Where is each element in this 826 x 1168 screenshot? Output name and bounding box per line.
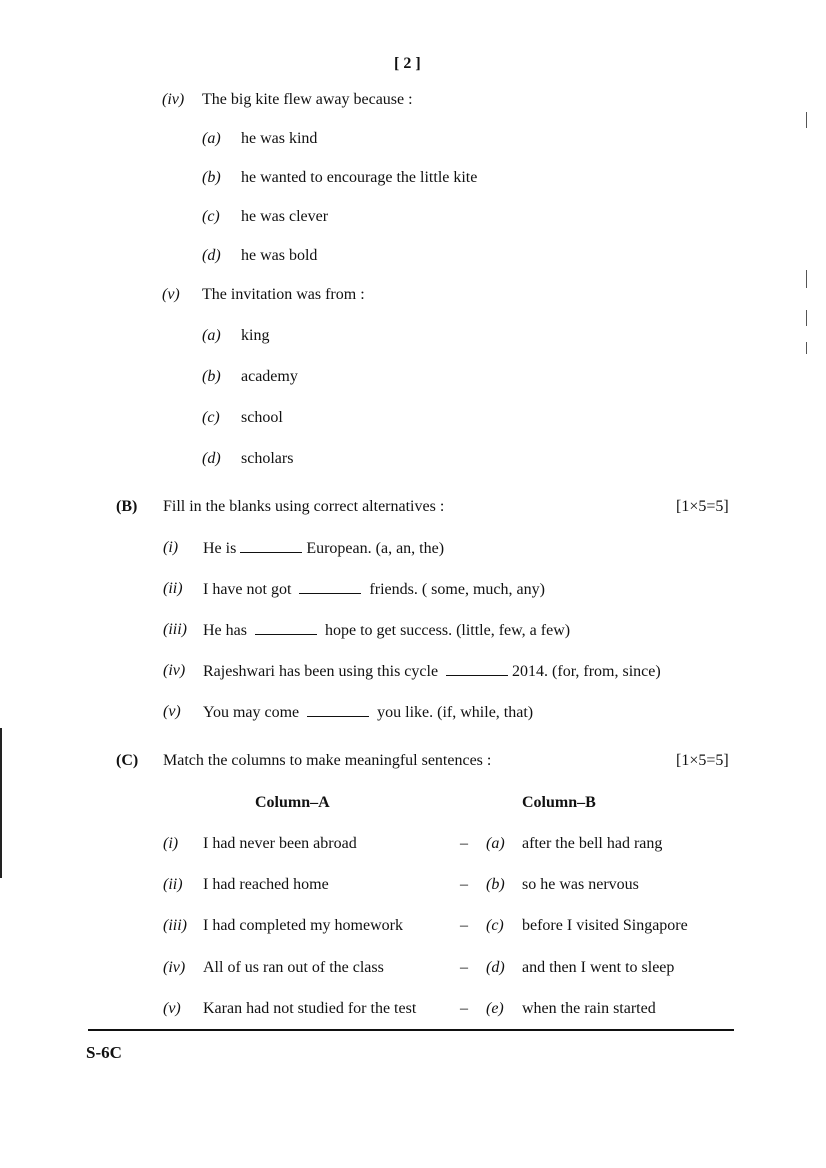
question-text: The big kite flew away because :	[202, 91, 413, 108]
option-label: (a)	[202, 130, 221, 147]
item-text-before: Rajeshwari has been using this cycle	[203, 663, 439, 680]
section-marks: [1×5=5]	[676, 752, 729, 769]
column-a-header: Column–A	[255, 794, 330, 811]
column-a-text: I had never been abroad	[203, 835, 357, 852]
answer-blank	[446, 661, 508, 676]
option-label: (d)	[202, 450, 221, 467]
match-dash: –	[460, 1000, 468, 1017]
option-label: (a)	[202, 327, 221, 344]
option-text: academy	[241, 368, 298, 385]
column-a-text: I had reached home	[203, 876, 329, 893]
option-label: (c)	[202, 409, 220, 426]
fill-blank-item	[203, 661, 661, 682]
item-text-after: European. (a, an, the)	[306, 540, 445, 557]
item-text-after: you like. (if, while, that)	[377, 704, 534, 721]
column-b-text: so he was nervous	[522, 876, 639, 893]
scan-edge-mark	[0, 728, 2, 878]
column-b-label: (a)	[486, 835, 505, 852]
option-text: he was clever	[241, 208, 329, 225]
item-number: (v)	[163, 703, 181, 720]
item-text-before: He has	[203, 622, 247, 639]
option-text: he wanted to encourage the little kite	[241, 169, 478, 186]
section-title: Match the columns to make meaningful sentences :	[163, 752, 492, 769]
answer-blank	[299, 579, 361, 594]
item-text-before: I have not got	[203, 581, 292, 598]
match-dash: –	[460, 835, 468, 852]
page-number: [ 2 ]	[394, 55, 421, 72]
item-text-after: 2014. (for, from, since)	[512, 663, 661, 680]
row-number: (iv)	[163, 959, 186, 976]
row-number: (iii)	[163, 917, 187, 934]
option-label: (b)	[202, 169, 221, 186]
scan-speck	[806, 310, 807, 326]
column-b-label: (b)	[486, 876, 505, 893]
answer-blank	[240, 538, 302, 553]
answer-blank	[307, 702, 369, 717]
item-number: (ii)	[163, 580, 183, 597]
fill-blank-item	[203, 702, 533, 723]
column-b-text: and then I went to sleep	[522, 959, 675, 976]
column-b-header: Column–B	[522, 794, 596, 811]
column-b-text: when the rain started	[522, 1000, 656, 1017]
section-marks: [1×5=5]	[676, 498, 729, 515]
question-number: (v)	[162, 286, 180, 303]
match-dash: –	[460, 917, 468, 934]
fill-blank-item	[203, 620, 570, 641]
question-number: (iv)	[162, 91, 185, 108]
item-number: (i)	[163, 539, 179, 556]
option-text: he was bold	[241, 247, 318, 264]
option-label: (d)	[202, 247, 221, 264]
option-label: (b)	[202, 368, 221, 385]
scan-speck	[806, 270, 807, 288]
item-number: (iii)	[163, 621, 187, 638]
fill-blank-item	[203, 538, 444, 559]
section-label: (C)	[116, 752, 139, 769]
item-text-before: He is	[203, 540, 237, 557]
item-text-before: You may come	[203, 704, 300, 721]
column-a-text: I had completed my homework	[203, 917, 403, 934]
footer-rule	[88, 1029, 734, 1031]
column-a-text: Karan had not studied for the test	[203, 1000, 417, 1017]
footer-code: S-6C	[86, 1043, 122, 1062]
scan-speck	[806, 342, 807, 354]
option-text: scholars	[241, 450, 294, 467]
fill-blank-item	[203, 579, 545, 600]
option-text: school	[241, 409, 283, 426]
column-b-text: before I visited Singapore	[522, 917, 688, 934]
column-a-text: All of us ran out of the class	[203, 959, 384, 976]
item-text-after: hope to get success. (little, few, a few)	[324, 622, 571, 639]
match-dash: –	[460, 959, 468, 976]
column-b-label: (d)	[486, 959, 505, 976]
item-text-after: friends. ( some, much, any)	[369, 581, 545, 598]
option-text: king	[241, 327, 270, 344]
option-text: he was kind	[241, 130, 318, 147]
answer-blank	[255, 620, 317, 635]
column-b-label: (e)	[486, 1000, 504, 1017]
row-number: (ii)	[163, 876, 183, 893]
section-title: Fill in the blanks using correct alternatives :	[163, 498, 445, 515]
question-text: The invitation was from :	[202, 286, 365, 303]
column-b-label: (c)	[486, 917, 504, 934]
match-dash: –	[460, 876, 468, 893]
section-label: (B)	[116, 498, 138, 515]
row-number: (v)	[163, 1000, 181, 1017]
row-number: (i)	[163, 835, 179, 852]
item-number: (iv)	[163, 662, 186, 679]
column-b-text: after the bell had rang	[522, 835, 663, 852]
scan-speck	[806, 112, 807, 128]
option-label: (c)	[202, 208, 220, 225]
